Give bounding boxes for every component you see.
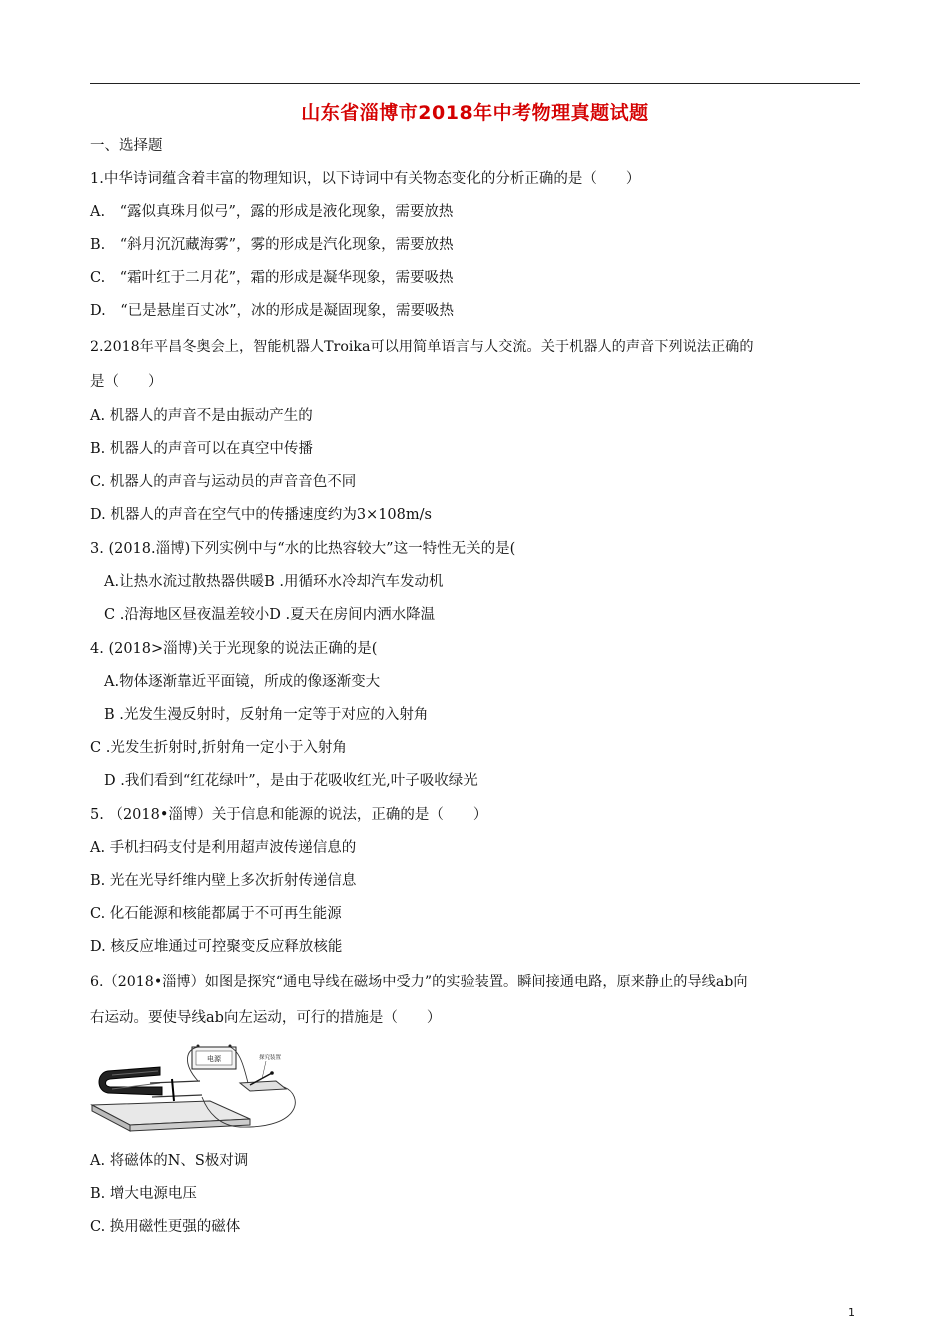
- q2-stem-line1: 2.2018年平昌冬奥会上，智能机器人Troika可以用简单语言与人交流。关于机器人的声音下列说法正确的: [90, 339, 754, 355]
- q5-option-d: D. 核反应堆通过可控聚变反应释放核能: [90, 939, 343, 955]
- q3-options-ab: A.让热水流过散热器供暖B .用循环水冷却汽车发动机: [104, 574, 444, 590]
- q4-option-d: D .我们看到“红花绿叶”，是由于花吸收红光,叶子吸收绿光: [104, 773, 478, 789]
- q1-option-b: B. “斜月沉沉藏海雾”，雾的形成是汽化现象，需要放热: [90, 237, 454, 253]
- switch-label: 探究装置: [258, 1055, 282, 1061]
- q4-option-c: C .光发生折射时,折射角一定小于入射角: [90, 740, 347, 756]
- header-rule: [90, 83, 860, 84]
- q6-option-c: C. 换用磁性更强的磁体: [90, 1219, 241, 1235]
- q3-stem: 3. (2018.淄博)下列实例中与“水的比热容较大”这一特性无关的是(: [90, 541, 516, 557]
- q5-option-c: C. 化石能源和核能都属于不可再生能源: [90, 906, 342, 922]
- q2-option-a: A. 机器人的声音不是由振动产生的: [90, 408, 313, 424]
- q1-stem: 1.中华诗词蕴含着丰富的物理知识，以下诗词中有关物态变化的分析正确的是（ ）: [90, 171, 641, 187]
- q2-option-c: C. 机器人的声音与运动员的声音音色不同: [90, 474, 357, 490]
- q5-option-b: B. 光在光导纤维内壁上多次折射传递信息: [90, 873, 357, 889]
- horseshoe-magnet: [99, 1067, 162, 1095]
- section-heading: 一、选择题: [90, 138, 163, 154]
- q6-stem-line1: 6.（2018•淄博）如图是探究“通电导线在磁场中受力”的实验装置。瞬间接通电路，原来静止的导线ab向: [90, 974, 748, 990]
- page-title: 山东省淄博市2018年中考物理真题试题: [301, 102, 649, 124]
- q3-options-cd: C .沿海地区昼夜温差较小D .夏天在房间内洒水降温: [104, 607, 436, 623]
- q5-stem: 5. （2018•淄博）关于信息和能源的说法，正确的是（ ）: [90, 807, 488, 823]
- q1-option-d: D. “已是悬崖百丈冰”，冰的形成是凝固现象，需要吸热: [90, 303, 455, 319]
- q6-option-a: A. 将磁体的N、S极对调: [90, 1153, 249, 1169]
- q4-option-a: A.物体逐渐靠近平面镜，所成的像逐渐变大: [104, 674, 381, 690]
- power-supply: [192, 1045, 236, 1070]
- switch: [240, 1053, 286, 1091]
- q2-stem-line2: 是（ ）: [90, 374, 163, 390]
- q4-stem: 4. (2018>淄博)关于光现象的说法正确的是(: [90, 641, 378, 657]
- experiment-apparatus-figure: [90, 1043, 305, 1133]
- rail-top: [150, 1081, 200, 1083]
- q2-option-d: D. 机器人的声音在空气中的传播速度约为3×108m/s: [90, 507, 432, 523]
- q6-option-b: B. 增大电源电压: [90, 1186, 197, 1202]
- q1-option-c: C. “霜叶红于二月花”，霜的形成是凝华现象，需要吸热: [90, 270, 454, 286]
- q2-option-b: B. 机器人的声音可以在真空中传播: [90, 441, 313, 457]
- q1-option-a: A. “露似真珠月似弓”，露的形成是液化现象，需要放热: [90, 204, 454, 220]
- q6-stem-line2: 右运动。要使导线ab向左运动，可行的措施是（ ）: [90, 1010, 442, 1026]
- power-label: 电源: [207, 1055, 221, 1063]
- q5-option-a: A. 手机扫码支付是利用超声波传递信息的: [90, 840, 357, 856]
- page-number: 1: [848, 1306, 855, 1319]
- q4-option-b: B .光发生漫反射时，反射角一定等于对应的入射角: [104, 707, 429, 723]
